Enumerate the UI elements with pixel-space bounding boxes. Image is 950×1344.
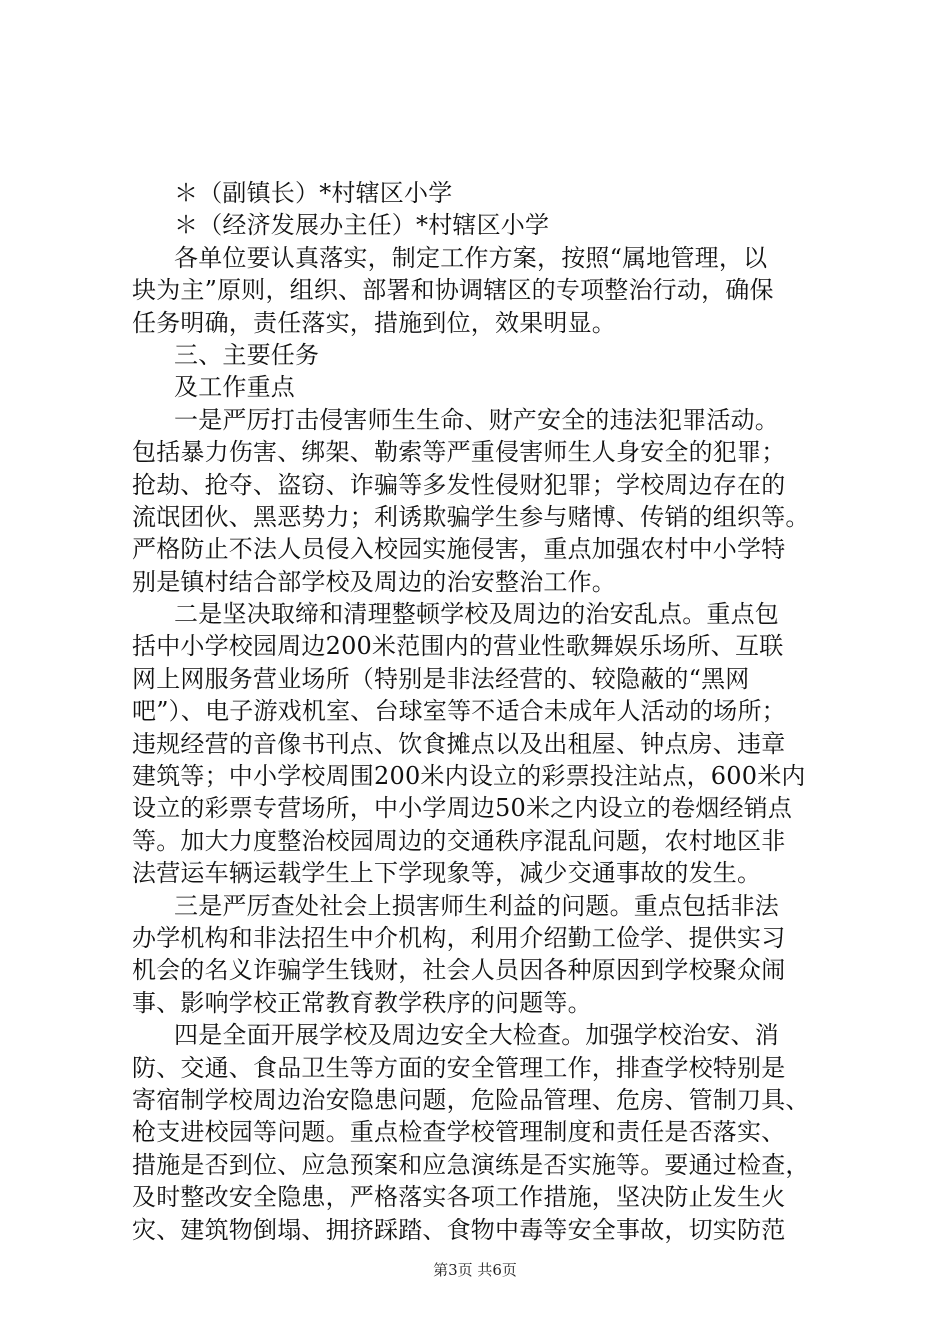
text-line: 事、影响学校正常教育教学秩序的问题等。: [132, 988, 592, 1017]
document-body: [132, 177, 832, 1246]
text-line: 包括暴力伤害、绑架、勒索等严重侵害师生人身安全的犯罪；: [132, 438, 786, 467]
text-line: 吧”）、电子游戏机室、台球室等不适合未成年人活动的场所；: [132, 697, 786, 726]
text-line: 枪支进校园等问题。重点检查学校管理制度和责任是否落实、: [132, 1118, 786, 1147]
text-line: 三、主要任务: [174, 340, 320, 369]
text-line: 办学机构和非法招生中介机构，利用介绍勤工俭学、提供实习: [132, 923, 786, 952]
text-line: 措施是否到位、应急预案和应急演练是否实施等。要通过检查，: [132, 1150, 810, 1179]
text-line: 违规经营的音像书刊点、饮食摊点以及出租屋、钟点房、违章: [132, 729, 786, 758]
page-footer: 第3页 共6页: [433, 1261, 517, 1279]
text-line: 灾、建筑物倒塌、拥挤踩踏、食物中毒等安全事故，切实防范: [132, 1215, 786, 1244]
text-line: 括中小学校园周边200米范围内的营业性歌舞娱乐场所、互联: [132, 632, 784, 661]
text-line: 及时整改安全隐患，严格落实各项工作措施，坚决防止发生火: [132, 1183, 786, 1212]
text-line: 各单位要认真落实，制定工作方案，按照“属地管理，以: [174, 243, 768, 272]
text-line: 防、交通、食品卫生等方面的安全管理工作，排查学校特别是: [132, 1053, 786, 1082]
text-line: 别是镇村结合部学校及周边的治安整治工作。: [132, 567, 616, 596]
text-line: ＊（经济发展办主任）*村辖区小学: [174, 211, 550, 240]
text-line: 任务明确，责任落实，措施到位，效果明显。: [132, 308, 616, 337]
text-line: 设立的彩票专营场所，中小学周边50米之内设立的卷烟经销点: [132, 794, 793, 823]
text-line: 严格防止不法人员侵入校园实施侵害，重点加强农村中小学特: [132, 535, 786, 564]
text-line: 抢劫、抢夺、盗窃、诈骗等多发性侵财犯罪；学校周边存在的: [132, 470, 786, 499]
text-line: 流氓团伙、黑恶势力；利诱欺骗学生参与赌博、传销的组织等。: [132, 502, 810, 531]
text-line: 等。加大力度整治校园周边的交通秩序混乱问题，农村地区非: [132, 826, 786, 855]
text-line: ＊（副镇长）*村辖区小学: [174, 179, 453, 207]
text-line: 二是坚决取缔和清理整顿学校及周边的治安乱点。重点包: [174, 600, 779, 629]
text-line: 三是严厉查处社会上损害师生利益的问题。重点包括非法: [174, 891, 779, 920]
text-line: 块为主”原则，组织、部署和协调辖区的专项整治行动，确保: [132, 276, 774, 305]
text-line: 法营运车辆运载学生上下学现象等，减少交通事故的发生。: [132, 859, 762, 888]
text-line: 一是严厉打击侵害师生生命、财产安全的违法犯罪活动。: [174, 405, 779, 434]
text-line: 机会的名义诈骗学生钱财，社会人员因各种原因到学校聚众闹: [132, 956, 786, 985]
text-line: 网上网服务营业场所（特别是非法经营的、较隐蔽的“黑网: [132, 664, 750, 693]
text-line: 建筑等；中小学校周围200米内设立的彩票投注站点，600米内: [132, 762, 806, 791]
text-line: 寄宿制学校周边治安隐患问题，危险品管理、危房、管制刀具、: [132, 1085, 810, 1114]
text-line: 及工作重点: [174, 373, 295, 402]
text-line: 四是全面开展学校及周边安全大检查。加强学校治安、消: [174, 1021, 779, 1050]
